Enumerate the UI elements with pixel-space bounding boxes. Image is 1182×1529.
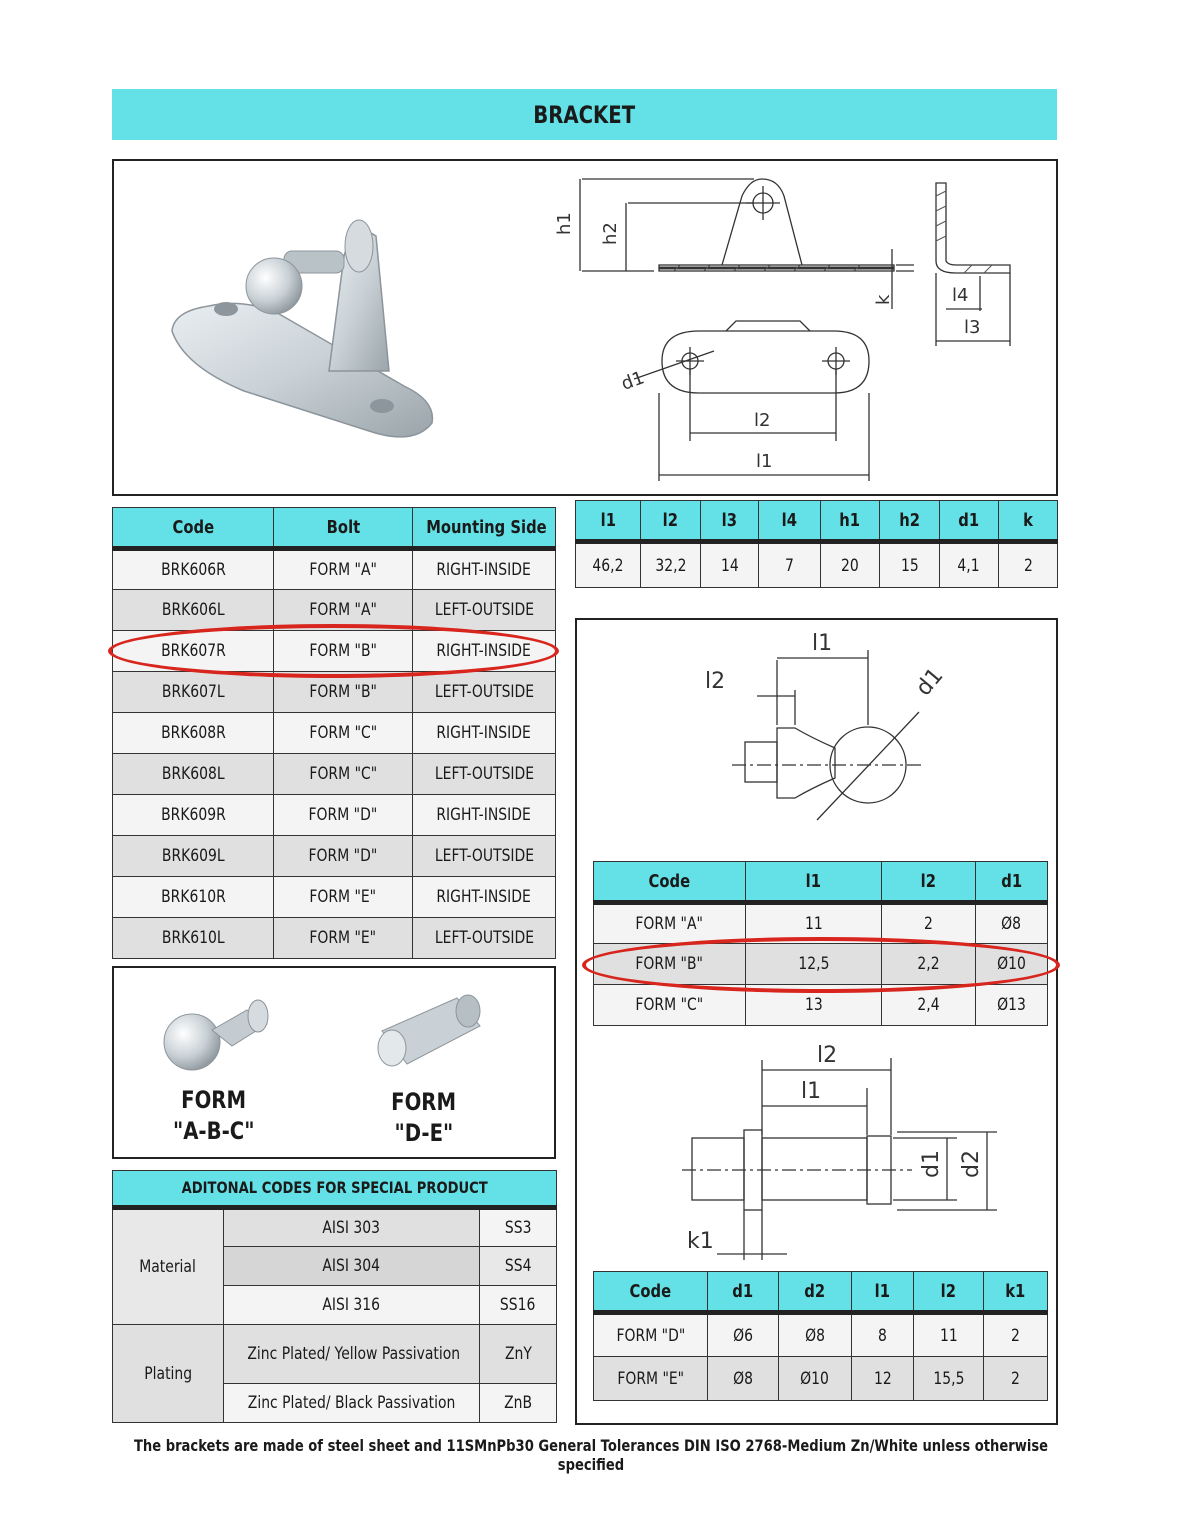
label-d1: d1 <box>618 367 648 395</box>
col-header-l4: l4 <box>759 501 821 542</box>
special-codes-table <box>112 1170 557 1423</box>
pin-stud-table <box>593 1271 1048 1401</box>
label-h2: h2 <box>600 222 621 245</box>
ball-stud-table <box>593 861 1048 1026</box>
table-row: BRK606L FORM "A" LEFT-OUTSIDE <box>113 590 556 631</box>
table-row-highlighted: FORM "B" 12,5 2,2 Ø10 <box>594 944 1048 985</box>
col-header-mounting-side: Mounting Side <box>413 508 556 549</box>
title-banner <box>112 89 1057 140</box>
table-row: AISI 304 SS4 <box>113 1247 557 1286</box>
label-l1: l1 <box>756 451 773 472</box>
ball-stud-drawing <box>577 620 1057 850</box>
table-row: AISI 316 SS16 <box>113 1286 557 1325</box>
plating-label: Plating <box>113 1325 224 1423</box>
col-header-l2: l2 <box>914 1272 984 1313</box>
label-k: k <box>873 294 894 305</box>
col-header-k1: k1 <box>984 1272 1048 1313</box>
special-codes-title: ADITONAL CODES FOR SPECIAL PRODUCT <box>113 1171 557 1208</box>
pin-label-l2: l2 <box>817 1043 838 1068</box>
material-label: Material <box>113 1208 224 1325</box>
col-header-code: Code <box>594 1272 708 1313</box>
ball-label-l2: l2 <box>705 669 726 694</box>
page-title: BRACKET <box>533 100 636 129</box>
table-row: BRK609R FORM "D" RIGHT-INSIDE <box>113 795 556 836</box>
table-row: BRK608L FORM "C" LEFT-OUTSIDE <box>113 754 556 795</box>
label-l4: l4 <box>952 285 969 306</box>
col-header-h2: h2 <box>880 501 940 542</box>
bracket-technical-drawing <box>114 161 1058 496</box>
col-header-d1: d1 <box>708 1272 779 1313</box>
col-header-k: k <box>999 501 1058 542</box>
codes-table <box>112 507 556 959</box>
table-row: FORM "E" Ø8 Ø10 12 15,5 2 <box>594 1357 1048 1401</box>
label-l3: l3 <box>964 317 981 338</box>
ball-label-d1: d1 <box>911 663 949 701</box>
col-header-l1: l1 <box>746 862 882 903</box>
table-row: FORM "C" 13 2,4 Ø13 <box>594 985 1048 1026</box>
pin-label-k1: k1 <box>687 1229 714 1254</box>
table-row: 46,2 32,2 14 7 20 15 4,1 2 <box>576 542 1058 588</box>
table-row: Plating Zinc Plated/ Yellow Passivation ZnY <box>113 1325 557 1384</box>
table-row: Zinc Plated/ Black Passivation ZnB <box>113 1384 557 1423</box>
table-row: BRK610R FORM "E" RIGHT-INSIDE <box>113 877 556 918</box>
pin-label-d2: d2 <box>959 1150 984 1178</box>
col-header-code: Code <box>594 862 746 903</box>
table-row: BRK608R FORM "C" RIGHT-INSIDE <box>113 713 556 754</box>
col-header-d1: d1 <box>940 501 999 542</box>
col-header-l3: l3 <box>701 501 759 542</box>
form-abc-label: FORM "A-B-C" <box>173 1086 255 1146</box>
col-header-l2: l2 <box>882 862 976 903</box>
pin-stud-drawing <box>577 1040 1057 1280</box>
col-header-l1: l1 <box>576 501 641 542</box>
pin-label-l1: l1 <box>801 1079 822 1104</box>
col-header-l2: l2 <box>641 501 701 542</box>
col-header-d1: d1 <box>976 862 1048 903</box>
bolt-forms-box <box>112 966 556 1159</box>
table-row: BRK606R FORM "A" RIGHT-INSIDE <box>113 549 556 590</box>
bracket-drawing-box <box>112 159 1058 496</box>
footer-note: The brackets are made of steel sheet and 11SMnPb30 General Tolerances DIN ISO 2768-Medium Zn/White unless otherwise specified <box>133 1436 1049 1474</box>
pin-label-d1: d1 <box>919 1150 944 1178</box>
label-h1: h1 <box>554 212 575 235</box>
col-header-l1: l1 <box>852 1272 914 1313</box>
table-row: FORM "D" Ø6 Ø8 8 11 2 <box>594 1313 1048 1357</box>
table-row: Material AISI 303 SS3 <box>113 1208 557 1247</box>
col-header-h1: h1 <box>821 501 880 542</box>
table-row-highlighted: BRK607R FORM "B" RIGHT-INSIDE <box>113 631 556 672</box>
label-l2: l2 <box>754 410 771 431</box>
table-row: BRK609L FORM "D" LEFT-OUTSIDE <box>113 836 556 877</box>
col-header-code: Code <box>113 508 274 549</box>
ball-label-l1: l1 <box>812 631 833 656</box>
col-header-bolt: Bolt <box>274 508 413 549</box>
col-header-d2: d2 <box>779 1272 852 1313</box>
table-row: BRK610L FORM "E" LEFT-OUTSIDE <box>113 918 556 959</box>
form-de-label: FORM "D-E" <box>391 1088 457 1148</box>
dimensions-table <box>575 500 1058 588</box>
ball-stud-render <box>152 990 292 1080</box>
table-row: BRK607L FORM "B" LEFT-OUTSIDE <box>113 672 556 713</box>
table-row: FORM "A" 11 2 Ø8 <box>594 903 1048 944</box>
pin-stud-render <box>362 986 502 1076</box>
